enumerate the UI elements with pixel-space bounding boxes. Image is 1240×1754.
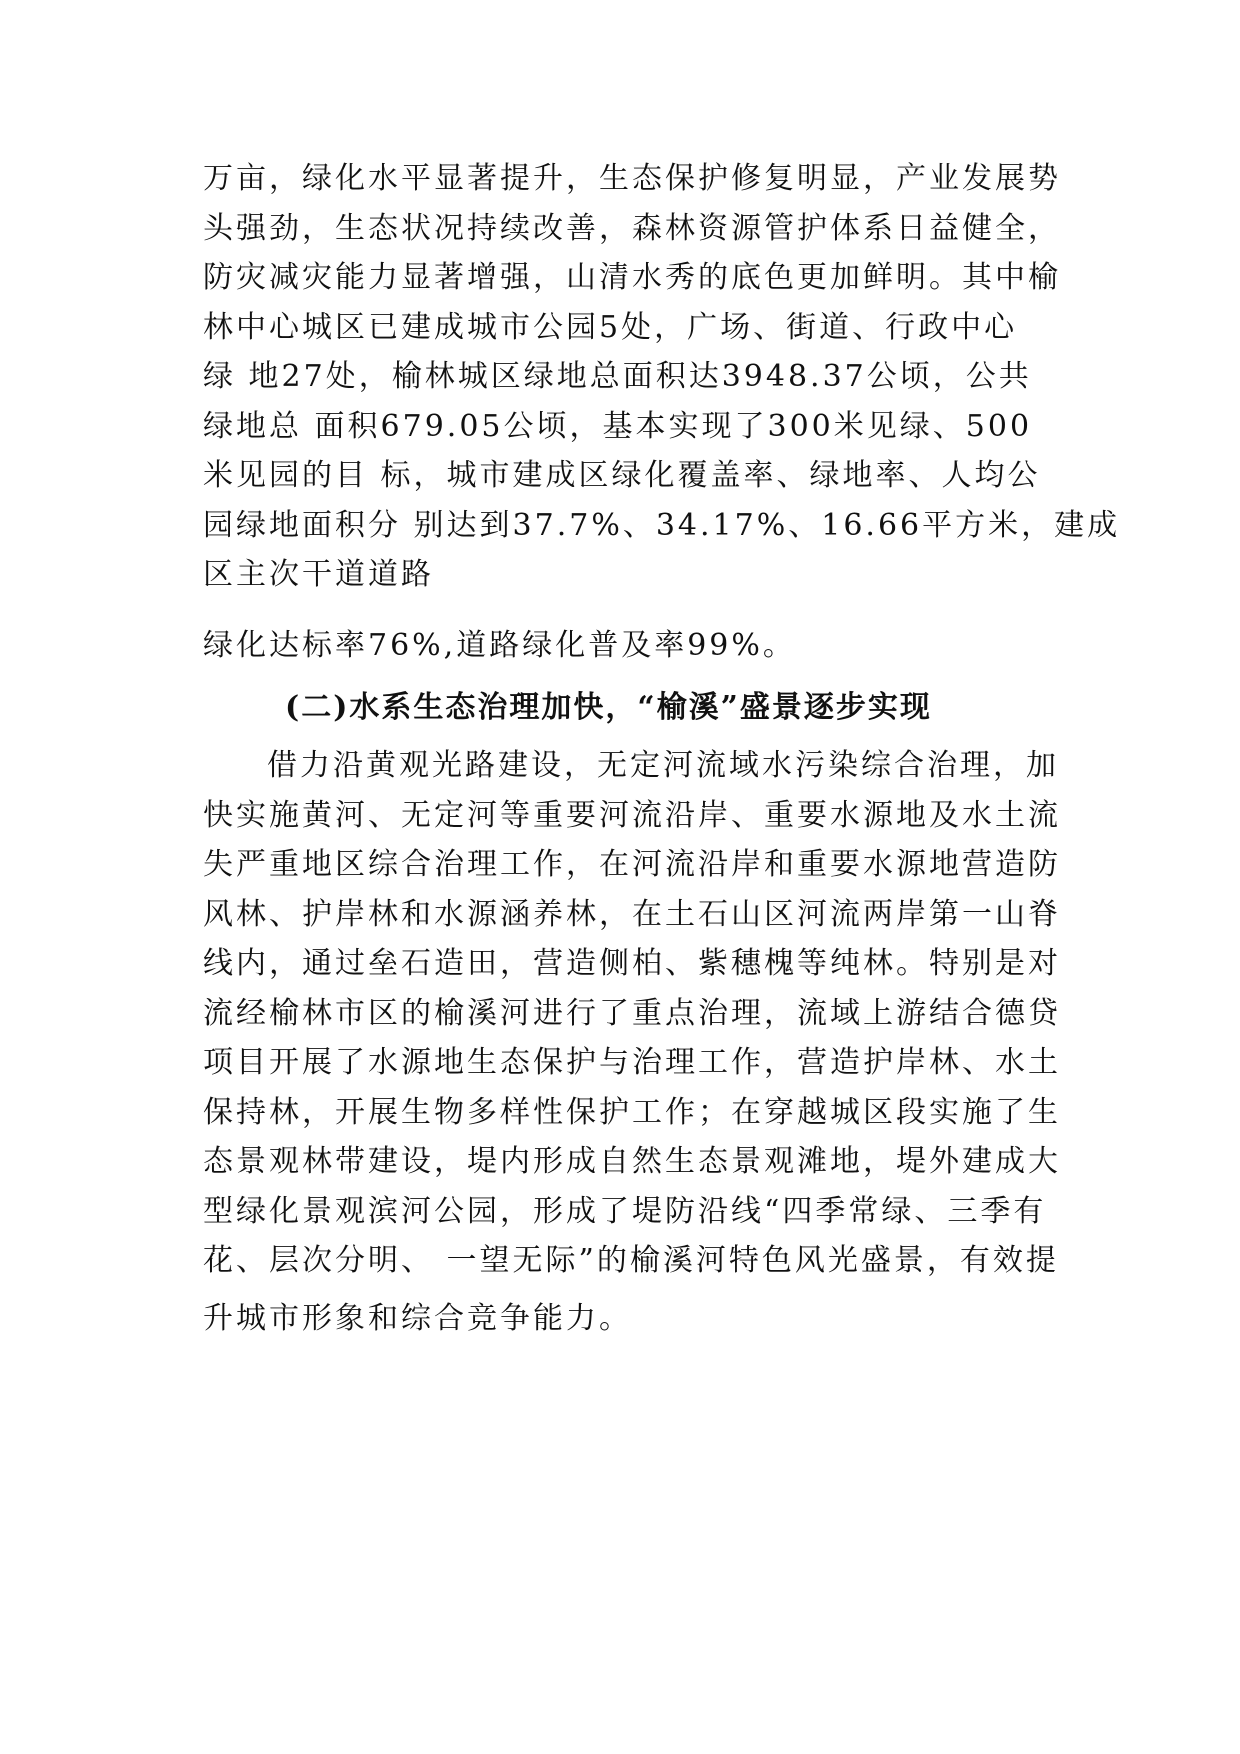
text-line: 头强劲，生态状况持续改善，森林资源管护体系日益健全，	[203, 210, 1061, 246]
paragraph-water-ecology	[203, 741, 1073, 1343]
text-line: 林中心城区已建成城市公园5处，广场、街道、行政中心	[203, 309, 1018, 345]
text-line: 绿 地27处，榆林城区绿地总面积达3948.37公顷，公共	[203, 359, 1032, 394]
text-line: 态景观林带建设，堤内形成自然生态景观滩地，堤外建成大	[203, 1144, 1061, 1179]
text-line: 绿地总 面积679.05公顷，基本实现了300米见绿、500	[203, 408, 1033, 444]
text-line: 米见园的目 标，城市建成区绿化覆盖率、绿地率、人均公	[203, 458, 1041, 493]
text-line: 快实施黄河、无定河等重要河流沿岸、重要水源地及水土流	[203, 797, 1061, 833]
text-line: 流经榆林市区的榆溪河进行了重点治理，流域上游结合德贷	[203, 995, 1061, 1031]
paragraph-urban-greening-tail	[203, 621, 1073, 671]
text-line: 升城市形象和综合竞争能力。	[203, 1300, 632, 1336]
text-line: 线内，通过垒石造田，营造侧柏、紫穗槐等纯林。特别是对	[203, 946, 1061, 981]
text-line: 风林、护岸林和水源涵养林，在土石山区河流两岸第一山脊	[203, 896, 1061, 932]
text-line: 借力沿黄观光路建设，无定河流域水污染综合治理，加	[267, 748, 1059, 783]
text-line: 项目开展了水源地生态保护与治理工作，营造护岸林、水土	[203, 1045, 1061, 1080]
paragraph-urban-greening	[203, 154, 1121, 600]
text-line: 绿化达标率76%,道路绿化普及率99%。	[203, 628, 796, 663]
section-heading: (二)水系生态治理加快，“榆溪”盛景逐步实现	[285, 690, 932, 725]
text-line: 花、层次分明、 一望无际”的榆溪河特色风光盛景，有效提	[203, 1243, 1059, 1278]
text-line: 万亩，绿化水平显著提升，生态保护修复明显，产业发展势	[203, 161, 1061, 196]
text-line: 园绿地面积分 别达到37.7%、34.17%、16.66平方米，建成	[203, 507, 1121, 543]
text-line: 型绿化景观滨河公园，形成了堤防沿线“四季常绿、三季有	[203, 1193, 1047, 1229]
text-line: 防灾减灾能力显著增强，山清水秀的底色更加鲜明。其中榆	[203, 260, 1061, 295]
text-line: 区主次干道道路	[203, 557, 434, 592]
text-line: 失严重地区综合治理工作，在河流沿岸和重要水源地营造防	[203, 847, 1061, 882]
text-line: 保持林，开展生物多样性保护工作；在穿越城区段实施了生	[203, 1094, 1061, 1130]
